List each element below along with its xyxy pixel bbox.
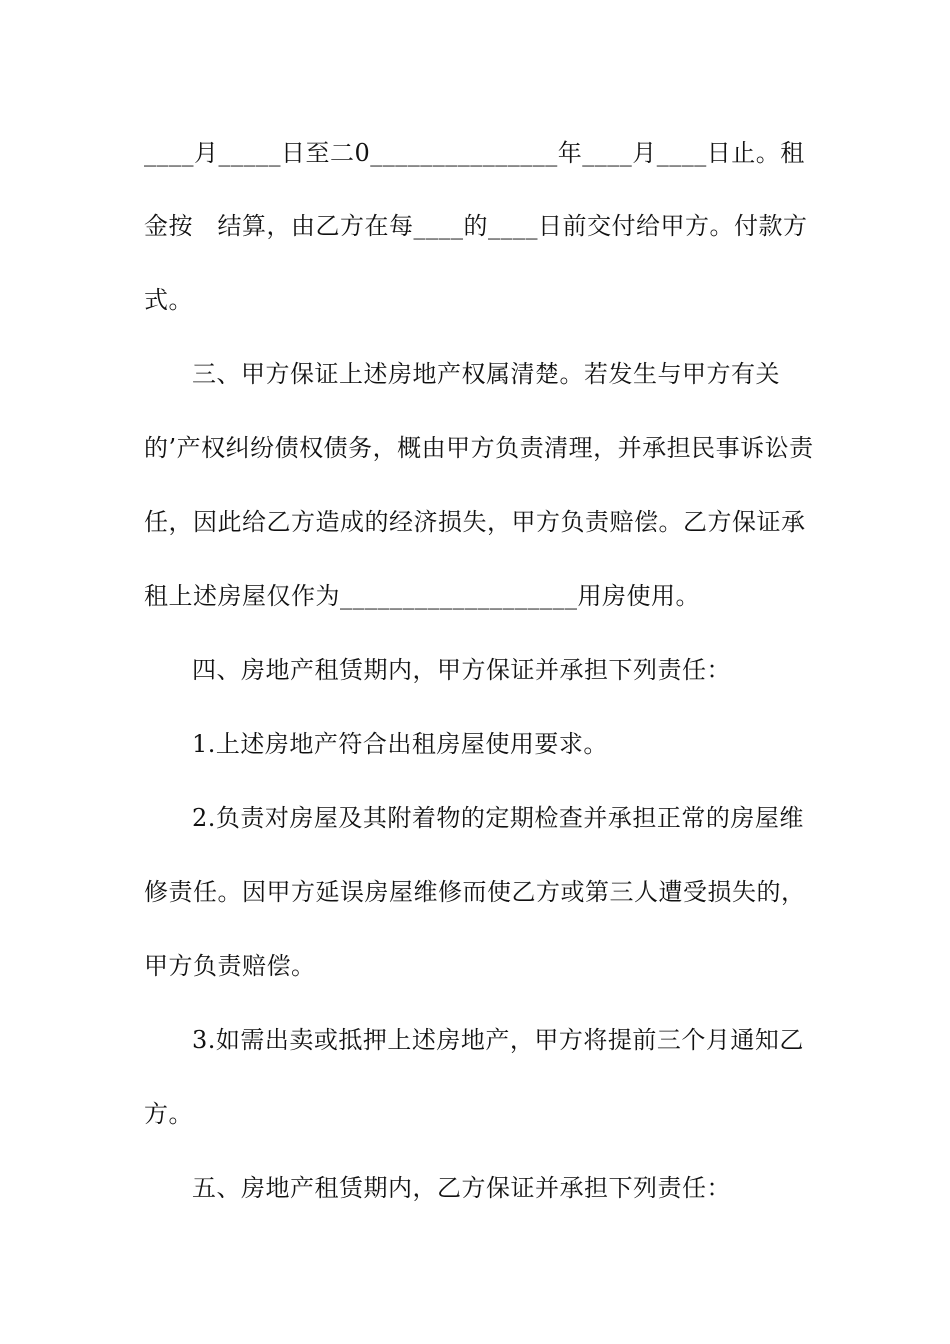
text-line-14: 方。 [144, 1100, 193, 1128]
text-line-15: 五、房地产租赁期内，乙方保证并承担下列责任： [192, 1174, 731, 1202]
text-line-1: ____月_____日至二0_______________年____月____日止。租 [144, 139, 805, 167]
text-line-9: 1.上述房地产符合出租房屋使用要求。 [192, 730, 608, 758]
text-line-4: 三、甲方保证上述房地产权属清楚。若发生与甲方有关 [192, 360, 780, 388]
text-line-12: 甲方负责赔偿。 [144, 952, 316, 980]
text-line-11: 修责任。因甲方延误房屋维修而使乙方或第三人遭受损失的， [144, 878, 806, 906]
text-line-13: 3.如需出卖或抵押上述房地产，甲方将提前三个月通知乙 [192, 1026, 804, 1054]
text-line-10: 2.负责对房屋及其附着物的定期检查并承担正常的房屋维 [192, 804, 804, 832]
text-line-7: 租上述房屋仅作为___________________用房使用。 [144, 582, 700, 610]
text-line-3: 式。 [144, 286, 193, 314]
text-line-6: 任，因此给乙方造成的经济损失，甲方负责赔偿。乙方保证承 [144, 508, 806, 536]
text-line-2: 金按 结算，由乙方在每____的____日前交付给甲方。付款方 [144, 212, 808, 240]
text-line-8: 四、房地产租赁期内，甲方保证并承担下列责任： [192, 656, 731, 684]
text-line-5: 的’产权纠纷债权债务，概由甲方负责清理，并承担民事诉讼责 [144, 434, 814, 462]
